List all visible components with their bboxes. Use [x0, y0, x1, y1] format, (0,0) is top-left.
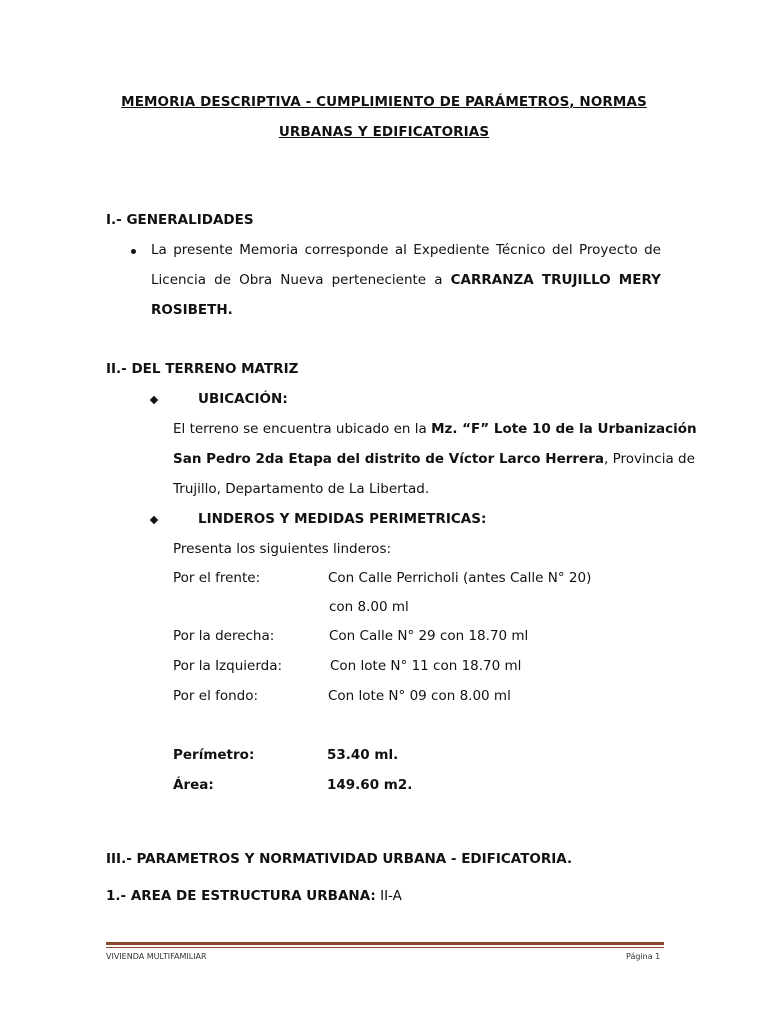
ubicacion-district: San Pedro 2da Etapa del distrito de Víctor Larco Herrera	[173, 451, 604, 467]
generalidades-word: Licencia	[151, 272, 207, 288]
diamond-bullet-icon	[150, 516, 158, 524]
section-heading-generalidades: I.- GENERALIDADES	[106, 212, 254, 228]
ubicacion-line1	[173, 421, 697, 437]
document-title-line1: MEMORIA DESCRIPTIVA - CUMPLIMIENTO DE PARÁMETROS, NORMAS	[121, 94, 647, 110]
footer-rule-thin	[106, 947, 664, 948]
estructura-urbana-line	[106, 888, 402, 904]
generalidades-line2	[151, 272, 661, 288]
page-number: Página 1	[626, 952, 661, 961]
section-heading-terreno: II.- DEL TERRENO MATRIZ	[106, 361, 299, 377]
area-label: Área:	[173, 777, 214, 793]
diamond-bullet-icon	[150, 396, 158, 404]
lindero-label: Por el fondo:	[173, 688, 259, 704]
ubicacion-line1-prefix: El terreno se encuentra ubicado en la	[173, 421, 432, 437]
ubicacion-line2	[173, 451, 695, 467]
generalidades-line1: La presente Memoria corresponde al Expediente Técnico del Proyecto de	[151, 242, 661, 258]
lindero-label: Por el frente:	[173, 570, 261, 586]
estructura-urbana-label: 1.- AREA DE ESTRUCTURA URBANA:	[106, 888, 376, 904]
bullet-icon	[131, 249, 136, 254]
area-value: 149.60 m2.	[327, 777, 413, 793]
ubicacion-label: UBICACIÓN:	[198, 391, 288, 407]
lindero-label: Por la derecha:	[173, 628, 275, 644]
estructura-urbana-value: II-A	[375, 888, 402, 904]
owner-name-word: TRUJILLO	[541, 272, 611, 288]
section-heading-parametros: III.- PARAMETROS Y NORMATIVIDAD URBANA - EDIFICATORIA.	[106, 851, 573, 867]
generalidades-word: a	[434, 272, 443, 288]
lindero-value: Con lote N° 09 con 8.00 ml	[328, 688, 511, 704]
generalidades-word: Nueva	[280, 272, 324, 288]
generalidades-word: perteneciente	[331, 272, 427, 288]
footer-rule	[106, 942, 664, 945]
ubicacion-address: Mz. “F” Lote 10 de la Urbanización	[431, 421, 697, 437]
lindero-value: Con Calle Perricholi (antes Calle N° 20)	[328, 570, 592, 586]
linderos-intro: Presenta los siguientes linderos:	[173, 541, 392, 557]
perimetro-label: Perímetro:	[173, 747, 255, 763]
document-title-line2: URBANAS Y EDIFICATORIAS	[278, 124, 490, 140]
linderos-label: LINDEROS Y MEDIDAS PERIMETRICAS:	[198, 511, 487, 527]
perimetro-value: 53.40 ml.	[327, 747, 399, 763]
lindero-value: con 8.00 ml	[329, 599, 409, 615]
ubicacion-line3: Trujillo, Departamento de La Libertad.	[173, 481, 430, 497]
owner-name-word: CARRANZA	[450, 272, 534, 288]
lindero-label: Por la Izquierda:	[173, 658, 283, 674]
lindero-value: Con lote N° 11 con 18.70 ml	[330, 658, 522, 674]
footer-left-text: VIVIENDA MULTIFAMILIAR	[106, 952, 207, 961]
owner-name-continued: ROSIBETH.	[151, 302, 233, 318]
owner-name-word: MERY	[618, 272, 661, 288]
generalidades-word: de	[214, 272, 231, 288]
ubicacion-line2-suffix: , Provincia de	[603, 451, 695, 467]
generalidades-word: Obra	[239, 272, 273, 288]
lindero-value: Con Calle N° 29 con 18.70 ml	[329, 628, 529, 644]
